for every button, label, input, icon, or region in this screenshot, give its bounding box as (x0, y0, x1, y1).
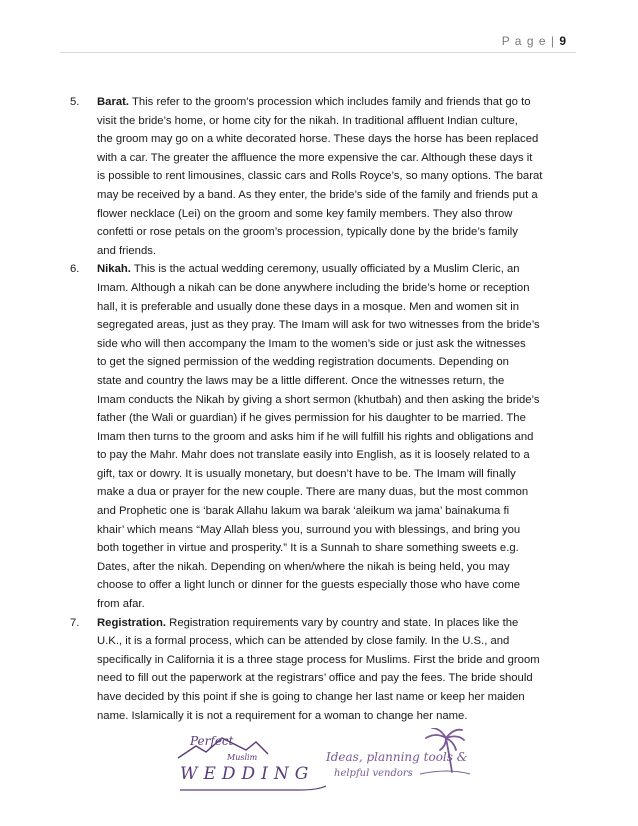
footer-logo-banner (0, 728, 638, 798)
line: Imam then turns to the groom and asks him if he will fulfill his rights and obligations and (97, 430, 534, 443)
footer-graphics (0, 728, 638, 798)
line: from afar. (97, 598, 145, 611)
logo-perfect-text: Perfect (190, 734, 234, 748)
item-body (97, 93, 570, 260)
line: may be received by a band. As they enter, the bride’s side of the family and friends put a (97, 188, 538, 201)
item-term: Nikah. (97, 263, 131, 276)
line: Imam. Although a nikah can be done anywhere including the bride’s home or reception (97, 281, 530, 294)
item-term: Registration. (97, 616, 167, 629)
line: and friends. (97, 244, 157, 257)
line (97, 260, 570, 279)
line: flower necklace (Lei) on the groom and some key family members. They also throw (97, 207, 513, 220)
header-rule (60, 52, 576, 53)
item-number: 6. (70, 263, 80, 276)
line: is possible to rent limousines, classic cars and Rolls Royce’s, so many options. The barat (97, 170, 543, 183)
page-header (502, 34, 566, 48)
page-separator: | (550, 34, 555, 48)
line: specifically in California it is a three stage process for Muslims. First the bride and groom (97, 653, 540, 666)
item-number: 5. (70, 96, 80, 108)
line: to get the signed permission of the wedding registration documents. Depending on (97, 356, 509, 369)
logo-muslim-text: Muslim (227, 753, 258, 762)
line: visit the bride’s home, or home city for the nikah. In traditional affluent Indian culture, (97, 114, 518, 127)
page-number: 9 (559, 34, 566, 48)
line-text: Registration requirements vary by country and state. In places like the (166, 616, 519, 629)
line: Imam conducts the Nikah by giving a short sermon (khutbah) and then asking the bride’s (97, 393, 540, 406)
line (97, 614, 570, 633)
line: and Prophetic one is ‘barak Allahu lakum wa barak ‘aleikum wa jama’ bainakuma fi (97, 505, 510, 518)
line: U.K., it is a formal process, which can be attended by close family. In the U.S., and (97, 635, 510, 648)
line: Dates, after the nikah. Depending on when/where the nikah is being held, you may (97, 560, 510, 573)
line: khair’ which means “May Allah bless you, surround you with blessings, and bring you (97, 523, 521, 536)
line: choose to offer a light lunch or dinner for the guests especially those who have come (97, 579, 521, 592)
line: side who will then accompany the Imam to the women’s side or just ask the witnesses (97, 337, 526, 350)
line: segregated areas, just as they pray. The Imam will ask for two witnesses from the bride’s (97, 319, 540, 332)
line: confetti or rose petals on the groom’s procession, typically done by the bride’s family (97, 226, 518, 239)
swoop-line (180, 786, 326, 790)
line: gift, tax or dowry. It is usually monetary, but doesn’t have to be. The Imam will finally (97, 467, 516, 480)
line: with a car. The greater the affluence the more expensive the car. Although these days it (97, 151, 533, 164)
line: state and country the laws may be a little different. Once the witnesses return, the (97, 374, 505, 387)
line (97, 93, 570, 112)
tagline-line2: helpful vendors (334, 768, 413, 779)
ground-line (420, 771, 470, 774)
line: to pay the Mahr. Mahr does not translate easily into English, as it is loosely related to a (97, 449, 530, 462)
list-item-nikah (70, 260, 570, 613)
line: name. Islamically it is not a requirement for a woman to change her name. (97, 709, 468, 722)
line: both together in virtue and prosperity.” It is a Sunnah to share something sweets e.g. (97, 542, 519, 555)
line-text: This is the actual wedding ceremony, usually officiated by a Muslim Cleric, an (130, 263, 520, 276)
item-body (97, 260, 570, 613)
line: hall, it is preferable and usually done these days in a mosque. Men and women sit in (97, 300, 519, 313)
list-item-barat (70, 93, 570, 260)
item-term: Barat. (97, 96, 130, 108)
document-body (70, 93, 570, 725)
line: father (the Wali or guardian) if he gives permission for his daughter to be married. The (97, 412, 526, 425)
item-body (97, 614, 570, 726)
line: need to fill out the paperwork at the registrars’ office and pay the fees. The bride should (97, 672, 533, 685)
item-number: 7. (70, 616, 80, 629)
line: the groom may go on a white decorated horse. These days the horse has been replaced (97, 133, 539, 146)
line: make a dua or prayer for the new couple. There are many duas, but the most common (97, 486, 529, 499)
line: have decided by this point if she is going to change her last name or keep her maiden (97, 691, 525, 703)
page-label: P a g e (501, 34, 547, 48)
logo-wedding-text: WEDDING (180, 764, 315, 784)
line-text: This refer to the groom’s procession which includes family and friends that go to (129, 96, 531, 108)
tagline-line1: Ideas, planning tools & (326, 750, 468, 764)
list-item-registration (70, 614, 570, 726)
